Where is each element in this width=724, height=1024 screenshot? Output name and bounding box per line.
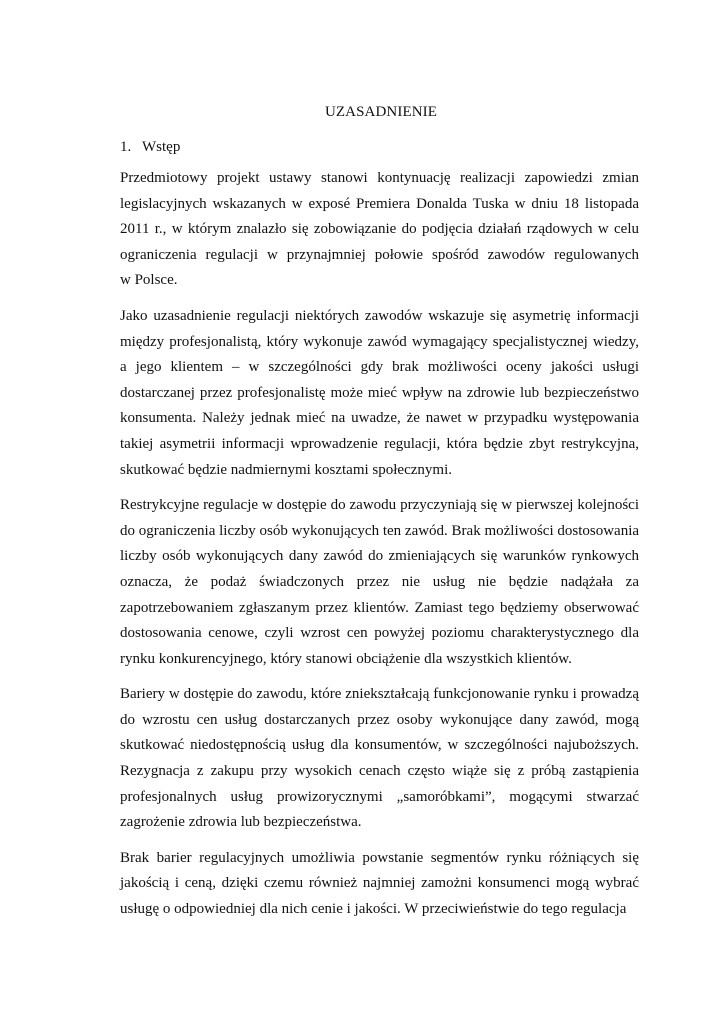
paragraph-line: dostarczanej przez profesjonalistę może mieć wpływ na zdrowie lub bezpieczeństwo [120,384,639,401]
paragraph-line: zapotrzebowaniem zgłaszanym przez klientów. Zamiast tego będziemy obserwować [120,599,639,616]
paragraph-line: Przedmiotowy projekt ustawy stanowi kontynuację realizacji zapowiedzi zmian [120,170,639,186]
paragraph-line: oznacza, że podaż świadczonych przez nie usług nie będzie nadążała za [120,573,639,590]
document-body [120,166,639,933]
paragraph-line: zagrożenie zdrowia lub bezpieczeństwa. [120,814,362,831]
paragraph-line: w Polsce. [120,272,178,289]
paragraph-line: 2011 r., w którym znalazło się zobowiązanie do podjęcia działań rządowych w celu [120,221,639,238]
paragraph-line: skutkować będzie nadmiernymi kosztami społecznymi. [120,461,452,478]
paragraph-line: między profesjonalistą, który wykonuje zawód wymagający specjalistycznej wiedzy, [120,333,639,350]
paragraph [120,682,639,836]
paragraph [120,304,639,483]
paragraph-line: profesjonalnych usług prowizorycznymi „samoróbkami”, mogącymi stwarzać [120,788,639,805]
paragraph-line: a jego klientem – w szczególności gdy brak możliwości oceny jakości usługi [120,359,639,376]
paragraph-line: ograniczenia regulacji w przynajmniej połowie spośród zawodów regulowanych [120,246,639,263]
document-title: UZASADNIENIE [324,104,437,120]
paragraph-line: Bariery w dostępie do zawodu, które zniekształcają funkcjonowanie rynku i prowadzą [120,686,639,703]
paragraph-line: legislacyjnych wskazanych w exposé Premiera Donalda Tuska w dniu 18 listopada [120,195,639,212]
section-label: Wstęp [142,139,181,155]
paragraph-line: Jako uzasadnienie regulacji niektórych zawodów wskazuje się asymetrię informacji [120,307,639,324]
paragraph-line: Rezygnacja z zakupu przy wysokich cenach często wiąże się z próbą zastąpienia [120,763,639,780]
section-number: 1. [120,139,132,155]
paragraph-line: do ograniczenia liczby osób wykonujących ten zawód. Brak możliwości dostosowania [120,522,640,539]
paragraph-line: Brak barier regulacyjnych umożliwia powstanie segmentów rynku różniących się [120,849,639,866]
section-heading [120,137,180,157]
paragraph-line: takiej asymetrii informacji wprowadzenie regulacji, która będzie zbyt restrykcyjna, [120,435,639,452]
paragraph-line: konsumenta. Należy jednak mieć na uwadze, że nawet w przypadku występowania [120,410,639,427]
paragraph-line: usługę o odpowiedniej dla nich cenie i jakości. W przeciwieństwie do tego regulacja [120,901,627,918]
paragraph-line: rynku konkurencyjnego, który stanowi obciążenie dla wszystkich klientów. [120,650,572,667]
paragraph-line: jakością i ceną, dzięki czemu również najmniej zamożni konsumenci mogą wybrać [120,875,639,892]
paragraph [120,493,639,672]
paragraph [120,846,639,923]
paragraph-line: skutkować niedostępnością usług dla konsumentów, w szczególności najuboższych. [120,737,639,754]
paragraph-line: dostosowania cenowe, czyli wzrost cen powyżej poziomu charakterystycznego dla [120,625,639,642]
paragraph-line: liczby osób wykonujących dany zawód do zmieniających się warunków rynkowych [120,548,639,565]
paragraph [120,166,639,294]
paragraph-line: do wzrostu cen usług dostarczanych przez osoby wykonujące dany zawód, mogą [120,711,639,728]
paragraph-line: Restrykcyjne regulacje w dostępie do zawodu przyczyniają się w pierwszej kolejności [120,497,639,514]
